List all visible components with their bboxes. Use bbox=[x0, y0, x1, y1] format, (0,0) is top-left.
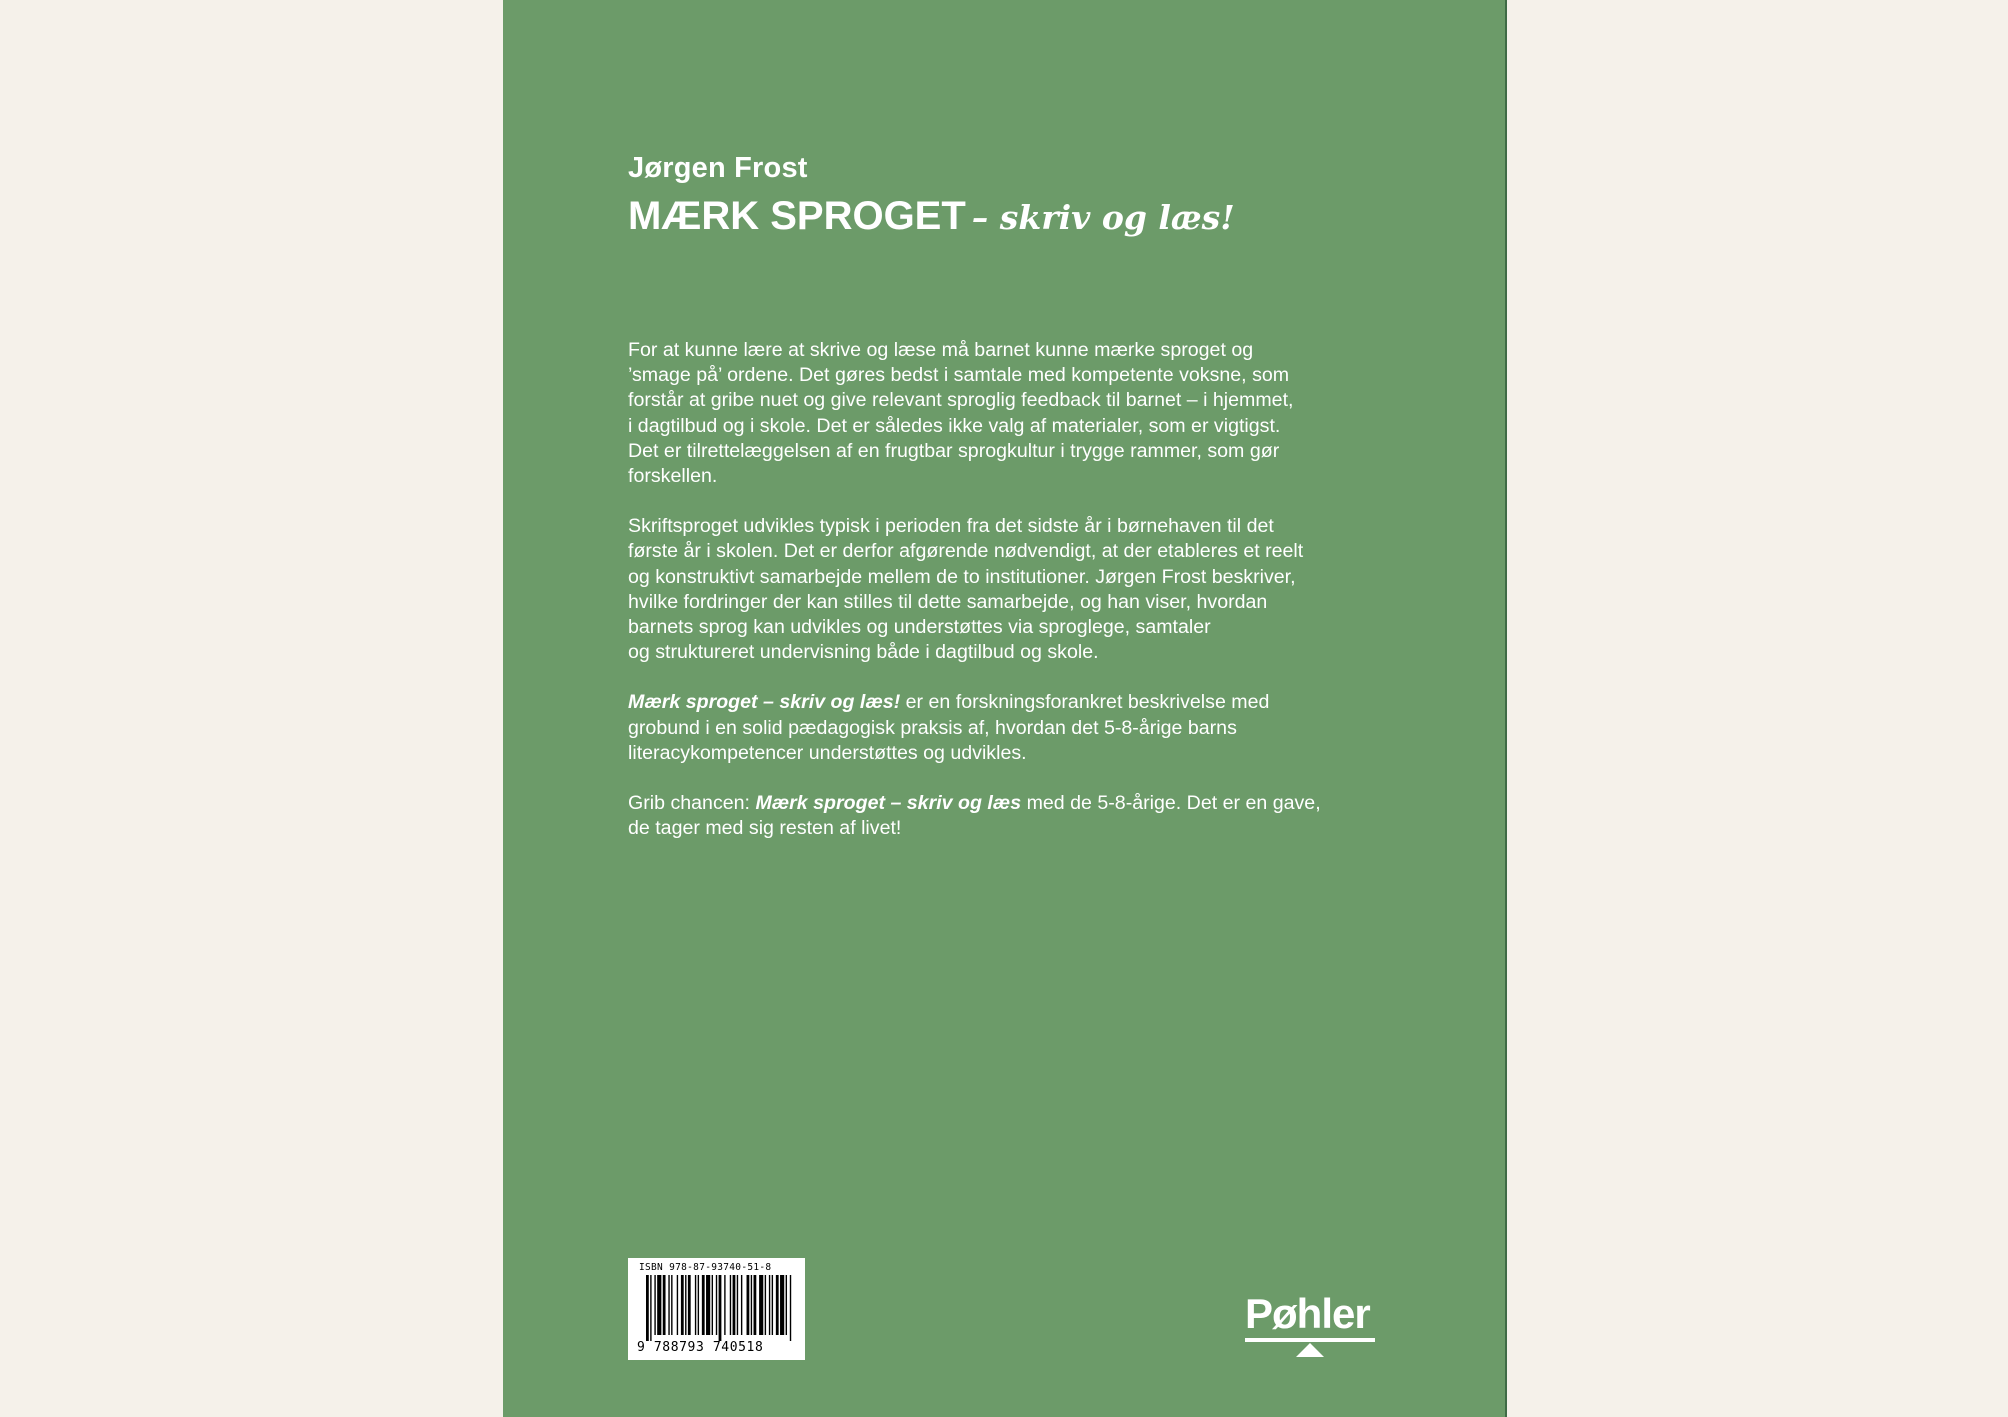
barcode-bar bbox=[706, 1275, 710, 1335]
blurb-line: første år i skolen. Det er derfor afgørende nødvendigt, at der etableres et reelt bbox=[628, 540, 1304, 563]
barcode-bar bbox=[646, 1275, 649, 1341]
barcode-bar bbox=[733, 1275, 736, 1335]
barcode-bar bbox=[765, 1275, 766, 1335]
blurb-line: forskellen. bbox=[628, 465, 718, 488]
blurb-line: i dagtilbud og i skole. Det er således ikke valg af materialer, som er vigtigst. bbox=[628, 414, 1281, 437]
book-title-subtitle: – skriv og læs! bbox=[971, 198, 1235, 237]
barcode-bar bbox=[780, 1275, 784, 1335]
barcode-bar bbox=[654, 1275, 655, 1335]
book-title-reference: Mærk sproget – skriv og læs! bbox=[628, 691, 901, 714]
barcode-bar bbox=[650, 1275, 651, 1341]
book-title-reference: Mærk sproget – skriv og læs bbox=[755, 792, 1022, 815]
barcode-bar bbox=[698, 1275, 699, 1335]
blurb-line-text: med de 5-8-årige. Det er en gave, bbox=[1021, 792, 1321, 815]
barcode-bar bbox=[776, 1275, 779, 1335]
blurb-line: literacykompetencer understøttes og udvikles. bbox=[628, 741, 1027, 764]
blurb-line bbox=[628, 690, 1358, 715]
barcode-bar bbox=[724, 1275, 725, 1335]
blurb-line bbox=[628, 791, 1358, 816]
blurb-line: Det er tilrettelæggelsen af en frugtbar sprogkultur i trygge rammer, som gør bbox=[628, 439, 1280, 462]
barcode-bars bbox=[646, 1275, 794, 1341]
isbn-label: ISBN 978-87-93740-51-8 bbox=[639, 1262, 772, 1273]
book-back-cover bbox=[503, 0, 1507, 1417]
barcode-bar bbox=[719, 1275, 722, 1341]
blurb-text bbox=[628, 338, 1358, 866]
barcode-bar bbox=[754, 1275, 757, 1335]
barcode-bar bbox=[695, 1275, 696, 1335]
barcode-bar bbox=[671, 1275, 672, 1335]
blurb-line: grobund i en solid pædagogisk praksis af, hvordan det 5-8-årige barns bbox=[628, 716, 1237, 739]
blurb-line: hvilke fordringer der kan stilles til dette samarbejde, og han viser, hvordan bbox=[628, 590, 1268, 613]
barcode-bar bbox=[716, 1275, 717, 1335]
isbn-barcode bbox=[628, 1258, 805, 1360]
barcode-bar bbox=[759, 1275, 763, 1335]
blurb-paragraph-4 bbox=[628, 791, 1358, 841]
publisher-logo bbox=[1243, 1290, 1377, 1362]
book-title bbox=[628, 194, 1235, 239]
blurb-line-text: er en forskningsforankret beskrivelse med bbox=[900, 691, 1270, 714]
author-name: Jørgen Frost bbox=[628, 152, 808, 184]
barcode-bar bbox=[685, 1275, 686, 1335]
blurb-line: forstår at gribe nuet og give relevant sproglig feedback til barnet – i hjemmet, bbox=[628, 389, 1294, 412]
barcode-bar bbox=[751, 1275, 752, 1335]
barcode-bar bbox=[668, 1275, 669, 1335]
book-title-main: MÆRK SPROGET bbox=[628, 194, 966, 238]
blurb-paragraph-2 bbox=[628, 514, 1358, 665]
blurb-line: de tager med sig resten af livet! bbox=[628, 817, 902, 840]
barcode-bar bbox=[688, 1275, 691, 1335]
barcode-bar bbox=[772, 1275, 773, 1335]
barcode-bar bbox=[747, 1275, 750, 1335]
barcode-bar bbox=[681, 1275, 684, 1335]
blurb-line: og struktureret undervisning både i dagtilbud og skole. bbox=[628, 641, 1099, 664]
barcode-bar bbox=[786, 1275, 787, 1335]
barcode-bar bbox=[790, 1275, 791, 1341]
blurb-paragraph-3 bbox=[628, 690, 1358, 766]
blurb-line: ’smage på’ ordene. Det gøres bedst i samtale med kompetente voksne, som bbox=[628, 364, 1290, 387]
blurb-paragraph-1 bbox=[628, 338, 1358, 489]
blurb-line: og konstruktivt samarbejde mellem de to institutioner. Jørgen Frost beskriver, bbox=[628, 565, 1296, 588]
barcode-bar bbox=[712, 1275, 713, 1335]
isbn-digits: 9 788793 740518 bbox=[637, 1340, 764, 1355]
barcode-bar bbox=[741, 1275, 742, 1335]
blurb-line: barnets sprog kan udvikles og understøttes via sproglege, samtaler bbox=[628, 616, 1211, 639]
blurb-line-text: Grib chancen: bbox=[628, 792, 756, 815]
publisher-name: Pøhler bbox=[1245, 1290, 1370, 1337]
barcode-bar bbox=[769, 1275, 770, 1335]
blurb-line: For at kunne lære at skrive og læse må barnet kunne mærke sproget og bbox=[628, 339, 1254, 361]
barcode-bar bbox=[677, 1275, 678, 1335]
publisher-logo-triangle-icon bbox=[1296, 1343, 1324, 1357]
blurb-line: Skriftsproget udvikles typisk i perioden fra det sidste år i børnehaven til det bbox=[628, 515, 1274, 538]
barcode-bar bbox=[663, 1275, 666, 1335]
barcode-bar bbox=[657, 1275, 661, 1335]
barcode-bar bbox=[730, 1275, 731, 1335]
barcode-bar bbox=[737, 1275, 738, 1335]
barcode-bar bbox=[702, 1275, 705, 1335]
publisher-logo-underline bbox=[1245, 1338, 1375, 1342]
